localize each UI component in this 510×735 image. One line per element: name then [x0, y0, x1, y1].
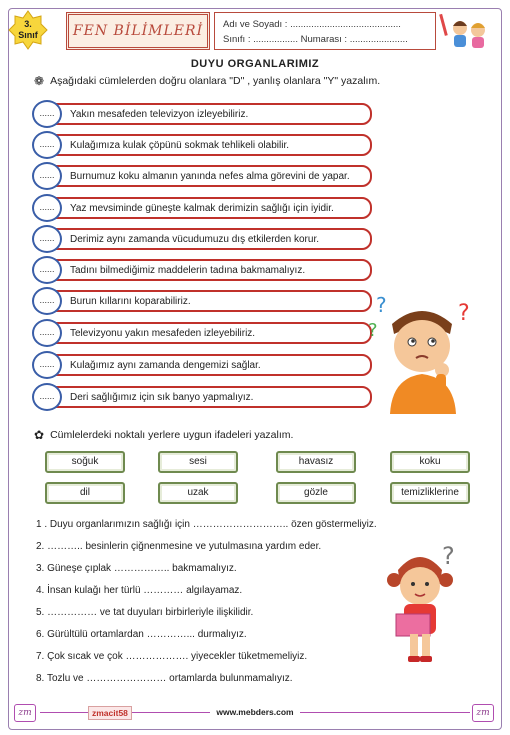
word-box: soğuk	[45, 451, 125, 473]
answer-blank[interactable]: ......	[32, 131, 62, 159]
statement-text: Televizyonu yakın mesafeden izleyebiliriz.	[70, 327, 256, 339]
subject-title-box	[66, 12, 210, 50]
flower-bullet-icon: ❁	[34, 74, 45, 88]
word-box: havasız	[276, 451, 356, 473]
class-line: Sınıfı : ................. Numarası : ......................	[223, 34, 408, 45]
statement-row	[34, 165, 372, 187]
word-box: dil	[45, 482, 125, 504]
statement-text: Kulağımız aynı zamanda dengemizi sağlar.	[70, 359, 261, 371]
fill-sentence: 1 . Duyu organlarımızın sağlığı için ……………………….. özen göstermeliyiz.	[36, 519, 377, 530]
answer-blank[interactable]: ......	[32, 162, 62, 190]
word-box: gözle	[276, 482, 356, 504]
word-box: koku	[390, 451, 470, 473]
kids-illustration	[436, 10, 492, 52]
footer-site-link[interactable]: www.mebders.com	[210, 707, 299, 717]
statement-text: Yakın mesafeden televizyon izleyebiliriz.	[70, 108, 249, 120]
answer-blank[interactable]: ......	[32, 319, 62, 347]
answer-blank[interactable]: ......	[32, 100, 62, 128]
statement-row	[34, 259, 372, 281]
fill-sentence: 7. Çok sıcak ve çok ………………. yiyecekler tüketmemeliyiz.	[36, 651, 308, 662]
statement-text: Derimiz aynı zamanda vücudumuzu dış etkilerden korur.	[70, 233, 320, 245]
statement-row	[34, 197, 372, 219]
statement-row	[34, 228, 372, 250]
answer-blank[interactable]: ......	[32, 225, 62, 253]
svg-text:?: ?	[368, 320, 378, 341]
statement-row	[34, 103, 372, 125]
flower-bullet-icon: ✿	[34, 428, 45, 442]
statement-row	[34, 322, 372, 344]
statement-text: Kulağımıza kulak çöpünü sokmak tehlikeli olabilir.	[70, 139, 289, 151]
statement-text: Burun kıllarını koparabiliriz.	[70, 295, 191, 307]
grade-number: 3.	[24, 19, 32, 29]
part1-instruction-text: Aşağıdaki cümlelerden doğru olanlara "D" , yanlış olanlara "Y" yazalım.	[50, 75, 381, 87]
statement-row	[34, 290, 372, 312]
section-title: DUYU ORGANLARIMIZ	[190, 58, 320, 70]
part2-instruction-text: Cümlelerdeki noktalı yerlere uygun ifadeleri yazalım.	[50, 429, 294, 441]
footer-code: zmacit58	[88, 706, 132, 720]
answer-blank[interactable]: ......	[32, 256, 62, 284]
thinking-boy-illustration	[362, 290, 486, 414]
answer-blank[interactable]: ......	[32, 383, 62, 411]
statement-text: Deri sağlığımız için sık banyo yapmalıyız.	[70, 391, 254, 403]
subject-title: FEN BİLİMLERİ	[72, 23, 204, 39]
reading-girl-illustration	[380, 540, 470, 670]
fill-sentence: 8. Tozlu ve …………………… ortamlarda bulunmamalıyız.	[36, 673, 293, 684]
answer-blank[interactable]: ......	[32, 351, 62, 379]
part2-instruction	[34, 428, 293, 442]
svg-text:?: ?	[458, 301, 470, 326]
footer-site	[0, 707, 510, 717]
statement-text: Burnumuz koku almanın yanında nefes alma görevini de yapar.	[70, 170, 350, 182]
student-info-box	[214, 12, 436, 50]
name-line: Adı ve Soyadı : ..........................................	[223, 19, 401, 30]
grade-badge	[8, 10, 48, 50]
svg-text:?: ?	[376, 293, 387, 317]
statement-row	[34, 386, 372, 408]
statement-row	[34, 134, 372, 156]
word-box: sesi	[158, 451, 238, 473]
fill-sentence: 4. İnsan kulağı her türlü ………… algılayamaz.	[36, 585, 243, 596]
footer-logo-left: zm	[14, 704, 36, 722]
svg-text:?: ?	[442, 542, 455, 570]
statement-text: Yaz mevsiminde güneşte kalmak derimizin sağlığı için iyidir.	[70, 202, 334, 214]
fill-sentence: 6. Gürültülü ortamlardan …………... durmalıyız.	[36, 629, 247, 640]
word-box: uzak	[158, 482, 238, 504]
fill-sentence: 2. ……….. besinlerin çiğnenmesine ve yutulmasına yardım eder.	[36, 541, 322, 552]
statement-text: Tadını bilmediğimiz maddelerin tadına bakmamalıyız.	[70, 264, 306, 276]
footer-logo-right: zm	[472, 704, 494, 722]
part1-instruction	[34, 74, 380, 88]
fill-sentence: 3. Güneşe çıplak …………….. bakmamalıyız.	[36, 563, 237, 574]
word-box: temizliklerine	[390, 482, 470, 504]
statement-row	[34, 354, 372, 376]
answer-blank[interactable]: ......	[32, 287, 62, 315]
answer-blank[interactable]: ......	[32, 194, 62, 222]
grade-label: Sınıf	[18, 30, 38, 40]
fill-sentence: 5. …………… ve tat duyuları birbirleriyle ilişkilidir.	[36, 607, 254, 618]
